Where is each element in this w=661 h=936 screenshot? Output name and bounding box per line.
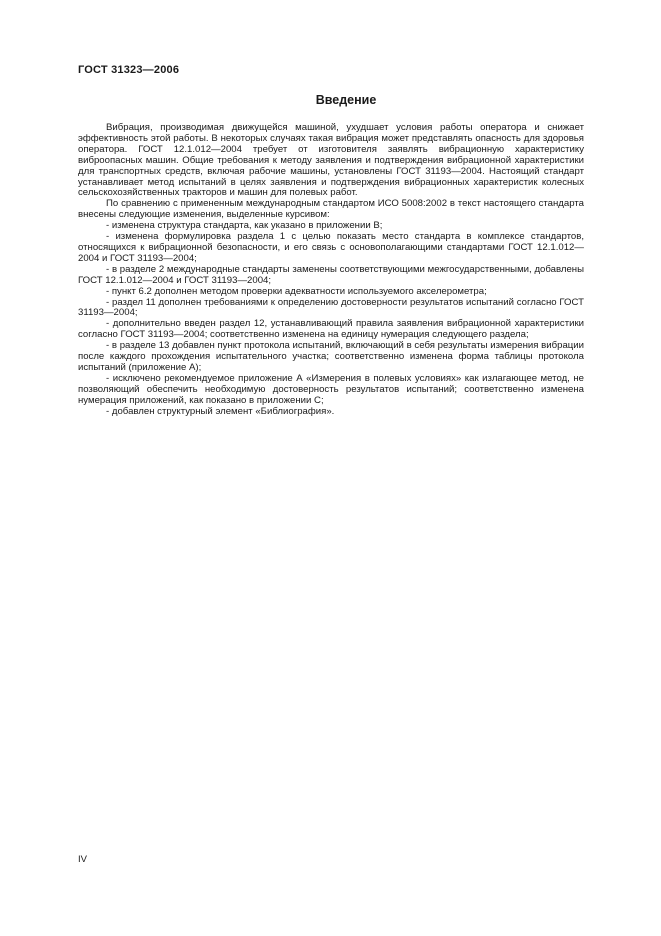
change-list-item: - пункт 6.2 дополнен методом проверки адекватности используемого акселерометра;	[106, 285, 487, 297]
document-id-header: ГОСТ 31323—2006	[78, 64, 180, 76]
intro-paragraph: По сравнению с примененным международным стандартом ИСО 5008:2002 в текст настоящего стандарта внесены следующие изменения, выделенные курсивом:	[78, 198, 584, 221]
change-list-item: - добавлен структурный элемент «Библиография».	[106, 405, 335, 417]
change-list-item: - исключено рекомендуемое приложение А «Измерения в полевых условиях» как излагающее метод, не позволяющий обеспечить необходимую достоверность результатов испытаний; соответственно изменена нумерация приложений, как показано в приложении С;	[78, 372, 584, 406]
page-number: IV	[78, 854, 87, 865]
change-list-item: - изменена структура стандарта, как указано в приложении В;	[106, 220, 383, 232]
change-list-item: - в разделе 2 международные стандарты заменены соответствующими межгосударственными, добавлены ГОСТ 12.1.012—2004 и ГОСТ 31193—2004;	[78, 263, 584, 286]
change-list-item: - раздел 11 дополнен требованиями к определению достоверности результатов испытаний согласно ГОСТ 31193—2004;	[78, 296, 584, 319]
change-list-item: - дополнительно введен раздел 12, устанавливающий правила заявления вибрационной характеристики согласно ГОСТ 31193—2004; соответственно изменена на единицу нумерация следующего раздела;	[78, 318, 584, 341]
change-list-item: - изменена формулировка раздела 1 с целью показать место стандарта в комплексе стандартов, относящихся к вибрационной безопасности, и его связь с основополагающими стандартами ГОСТ 12.1.012—2004 и ГОСТ 31193—2004;	[78, 231, 584, 264]
section-title: Введение	[315, 93, 377, 107]
intro-paragraph: Вибрация, производимая движущейся машиной, ухудшает условия работы оператора и снижает эффективность этой работы. В некоторых случаях такая вибрация может представлять опасность для здоровья оператора. ГОСТ 12.1.012—2004 требует от изготовителя заявлять вибрационную характеристику виброопасных машин. Общие требования к методу заявления и подтверждения вибрационной характеристики для транспортных средств, включая рабочие машины, установлены ГОСТ 31193—2004. Настоящий стандарт устанавливает метод испытаний в целях заявления и подтверждения вибрационных характеристик колесных сельскохозяйственных тракторов и машин для полевых работ.	[78, 122, 584, 199]
change-list-item: - в разделе 13 добавлен пункт протокола испытаний, включающий в себя результаты измерения вибрации после каждого прохождения испытательного участка; соответственно изменена форма таблицы протокола испытаний (приложение А);	[78, 340, 584, 373]
introduction-body	[78, 123, 584, 417]
